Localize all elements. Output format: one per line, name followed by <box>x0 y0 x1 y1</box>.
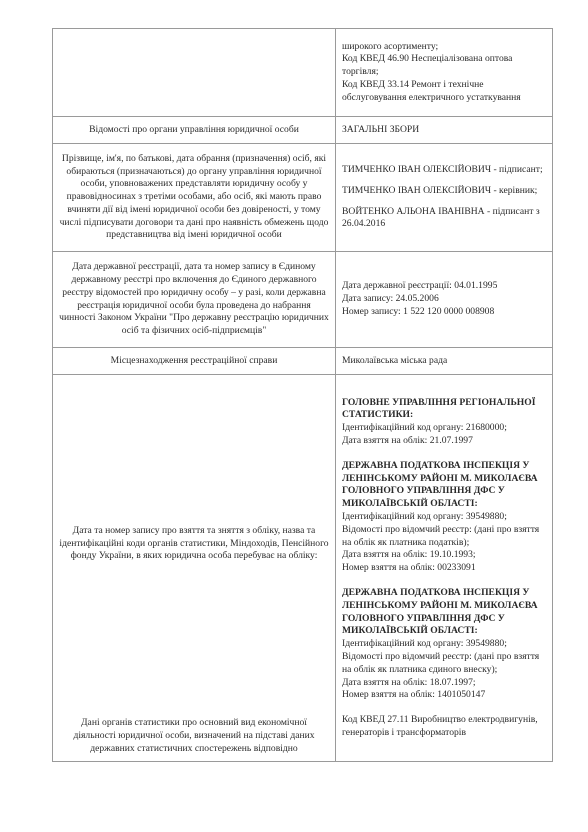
kved-line: Код КВЕД 33.14 Ремонт і технічне обслуговування електричного устаткування <box>342 78 521 103</box>
tax-registration-value <box>336 375 553 762</box>
authority-detail: Номер взяття на облік: 1401050147 <box>342 689 486 701</box>
table-row <box>53 375 553 762</box>
record-date: Дата запису: 24.05.2006 <box>342 293 439 305</box>
registry-table <box>52 28 553 762</box>
tax-registration-label-text: Дата та номер запису про взяття та зняття з обліку, назва та ідентифікаційні коди органів статистики, Міндоходів, Пенсійного фонду України, в яких юридична особа перебуває на обліку: <box>59 524 329 562</box>
case-location-value: Миколаївська міська рада <box>336 348 553 375</box>
management-bodies-value: ЗАГАЛЬНІ ЗБОРИ <box>336 117 553 144</box>
authority-detail: Відомості про відомчий реєстр: (дані про взяття на облік як платника єдиного внеску); <box>342 650 540 675</box>
kved-line: Код КВЕД 46.90 Неспеціалізована оптова торгівля; <box>342 53 513 78</box>
person-entry: ТИМЧЕНКО ІВАН ОЛЕКСІЙОВИЧ - керівник; <box>342 184 538 196</box>
authority-name: ГОЛОВНЕ УПРАВЛІННЯ РЕГІОНАЛЬНОЇ СТАТИСТИКИ: <box>342 396 536 421</box>
table-row <box>53 117 553 144</box>
tax-registration-label <box>53 375 336 762</box>
authority-detail: Відомості про відомчий реєстр: (дані про взяття на облік як платника податків); <box>342 523 540 548</box>
kved-activities-value <box>336 29 553 117</box>
management-bodies-label: Відомості про органи управління юридичної особи <box>53 117 336 144</box>
authorized-persons-value <box>336 144 553 252</box>
record-number: Номер запису: 1 522 120 0000 008908 <box>342 305 495 317</box>
row-label-empty <box>53 29 336 117</box>
authority-name: ДЕРЖАВНА ПОДАТКОВА ІНСПЕКЦІЯ У ЛЕНІНСЬКОМУ РАЙОНІ М. МИКОЛАЄВА ГОЛОВНОГО УПРАВЛІННЯ ДФС У МИКОЛАЇВСЬКІЙ ОБЛАСТІ: <box>342 459 538 510</box>
authority-detail: Дата взяття на облік: 21.07.1997 <box>342 435 473 447</box>
statistics-activity-label: Дані органів статистики про основний вид економічної діяльності юридичної особи, визначений на підставі даних державних статистичних спостережень відповідно <box>73 717 315 754</box>
authority-detail: Ідентифікаційний код органу: 39549880; <box>342 638 507 650</box>
table-row <box>53 252 553 348</box>
table-row <box>53 29 553 117</box>
authority-detail: Дата взяття на облік: 18.07.1997; <box>342 676 476 688</box>
person-entry: ТИМЧЕНКО ІВАН ОЛЕКСІЙОВИЧ - підписант; <box>342 163 543 175</box>
registration-dates-label: Дата державної реєстрації, дата та номер запису в Єдиному державному реєстрі про включення до Єдиного державного реєстру відомостей про юридичну особу – у разі, коли державна реєстрація юридичної особи була проведена до набрання чинності Законом України "Про державну реєстрацію юридичних осіб та фізичних осіб-підприємців" <box>53 252 336 348</box>
table-row <box>53 348 553 375</box>
registration-dates-value <box>336 252 553 348</box>
case-location-label: Місцезнаходження реєстраційної справи <box>53 348 336 375</box>
registration-date: Дата державної реєстрації: 04.01.1995 <box>342 280 498 292</box>
table-row <box>53 144 553 252</box>
authority-name: ДЕРЖАВНА ПОДАТКОВА ІНСПЕКЦІЯ У ЛЕНІНСЬКОМУ РАЙОНІ М. МИКОЛАЄВА ГОЛОВНОГО УПРАВЛІННЯ ДФС У МИКОЛАЇВСЬКІЙ ОБЛАСТІ: <box>342 586 538 637</box>
authority-detail: Дата взяття на облік: 19.10.1993; <box>342 549 476 561</box>
kved-line: широкого асортименту; <box>342 40 439 52</box>
person-entry: ВОЙТЕНКО АЛЬОНА ІВАНІВНА - підписант з 26.04.2016 <box>342 205 540 230</box>
authority-detail: Ідентифікаційний код органу: 21680000; <box>342 422 507 434</box>
main-activity-kved: Код КВЕД 27.11 Виробництво електродвигунів, генераторів і трансформаторів <box>342 714 538 738</box>
authority-detail: Ідентифікаційний код органу: 39549880; <box>342 511 507 522</box>
authority-detail: Номер взяття на облік: 00233091 <box>342 562 476 574</box>
authorized-persons-label: Прізвище, ім'я, по батькові, дата обрання (призначення) осіб, які обираються (призначаються) до органу управління юридичної особи, уповноважених представляти юридичну особу у правовідносинах з третіми особами, або осіб, які мають право вчиняти дії від імені юридичної особи без довіреності, у тому числі підписувати договори та дані про наявність обмежень щодо представництва від імені юридичної особи <box>53 144 336 252</box>
